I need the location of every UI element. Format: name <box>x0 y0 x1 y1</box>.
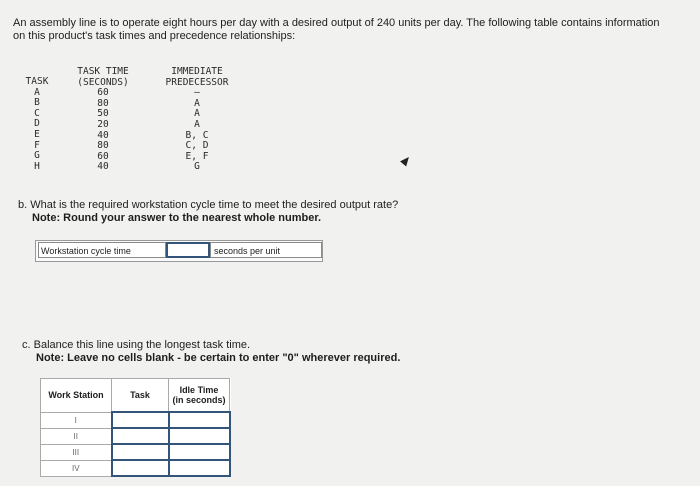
task-input[interactable] <box>112 428 169 444</box>
question-b-text: b. What is the required workstation cycle time to meet the desired output rate? <box>18 199 399 211</box>
task-input[interactable] <box>112 444 169 460</box>
time-cell: 60 <box>97 150 109 162</box>
task-input[interactable] <box>112 460 169 476</box>
predecessor-cell: C, D <box>185 140 209 152</box>
cycle-time-unit: seconds per unit <box>210 242 322 258</box>
cycle-time-row <box>35 240 323 262</box>
station-label: III <box>41 444 112 460</box>
time-cell: 40 <box>97 161 109 173</box>
time-column <box>72 67 134 173</box>
idle-time-input[interactable] <box>169 444 230 460</box>
header-task: Task <box>112 379 169 413</box>
predecessor-cell: A <box>194 97 200 109</box>
header-time-1: TASK TIME <box>77 66 129 77</box>
task-cell: F <box>34 139 40 151</box>
station-label: IV <box>41 460 112 476</box>
intro-line-2: on this product's task times and precedence relationships: <box>13 30 296 42</box>
question-b <box>18 199 398 225</box>
station-label: II <box>41 428 112 444</box>
time-cell: 40 <box>97 129 109 141</box>
problem-intro <box>13 17 700 43</box>
task-cell: A <box>34 86 40 98</box>
header-task: TASK <box>25 76 49 87</box>
task-cell: C <box>34 107 40 119</box>
cycle-time-label: Workstation cycle time <box>38 242 166 258</box>
task-cell: H <box>34 160 40 172</box>
question-c-text: c. Balance this line using the longest task time. <box>22 339 251 351</box>
question-c-note: Note: Leave no cells blank - be certain to enter "0" wherever required. <box>36 352 401 364</box>
table-row <box>41 412 230 428</box>
predecessor-cell: B, C <box>185 129 209 141</box>
time-cell: 80 <box>97 140 109 152</box>
predecessor-cell: A <box>194 118 200 130</box>
task-input[interactable] <box>112 412 169 428</box>
idle-time-input[interactable] <box>169 428 230 444</box>
table-row <box>41 444 230 460</box>
header-time-2: (SECONDS) <box>77 76 129 88</box>
balance-table <box>40 378 231 477</box>
task-cell: D <box>34 118 40 130</box>
predecessor-cell: G <box>194 161 200 173</box>
predecessor-cell: – <box>194 87 200 99</box>
task-cell: G <box>34 150 40 162</box>
predecessor-column <box>156 67 238 173</box>
header-idle-time: Idle Time (in seconds) <box>169 379 230 413</box>
table-row <box>41 428 230 444</box>
question-c <box>22 339 400 365</box>
header-work-station: Work Station <box>41 379 112 413</box>
idle-time-input[interactable] <box>169 460 230 476</box>
mouse-cursor-icon <box>400 154 412 166</box>
predecessor-cell: A <box>194 108 200 120</box>
task-column <box>22 77 52 172</box>
time-cell: 80 <box>97 97 109 109</box>
time-cell: 60 <box>97 87 109 99</box>
task-cell: E <box>34 128 40 140</box>
header-pred-1: IMMEDIATE <box>171 66 223 77</box>
task-cell: B <box>34 97 40 109</box>
table-row <box>41 460 230 476</box>
time-cell: 50 <box>97 108 109 120</box>
predecessor-cell: E, F <box>185 150 209 162</box>
question-b-note: Note: Round your answer to the nearest whole number. <box>32 212 322 224</box>
cycle-time-input[interactable] <box>166 242 210 258</box>
idle-time-input[interactable] <box>169 412 230 428</box>
header-pred-2: PREDECESSOR <box>165 76 229 88</box>
intro-line-1: An assembly line is to operate eight hours per day with a desired output of 240 units per day. The following table contains information <box>13 17 660 29</box>
time-cell: 20 <box>97 118 109 130</box>
station-label: I <box>41 412 112 428</box>
